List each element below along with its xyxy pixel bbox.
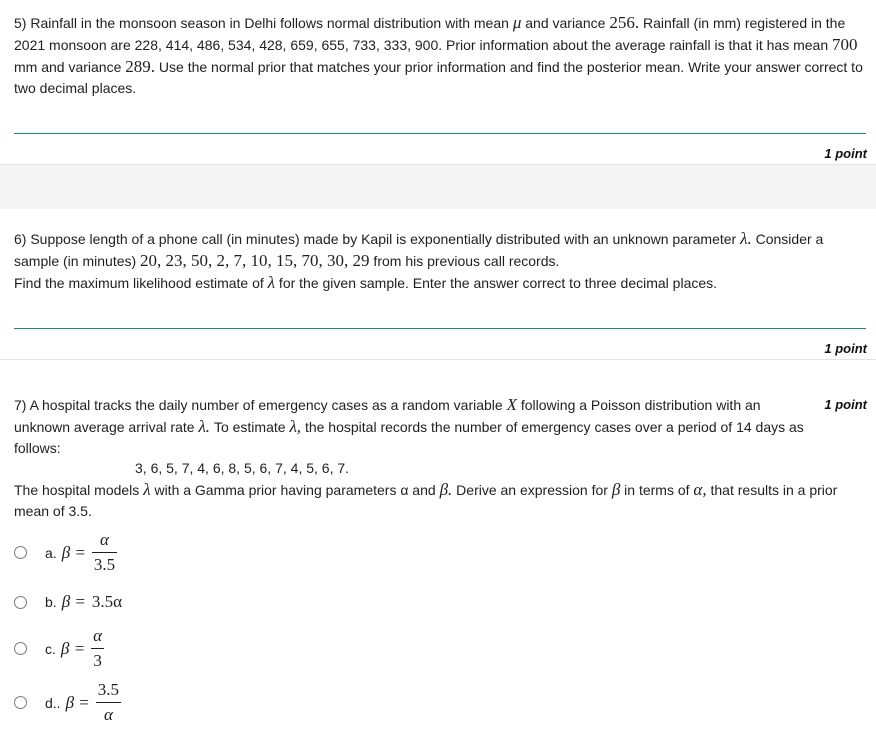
q7-data: 3, 6, 5, 7, 4, 6, 8, 5, 6, 7, 4, 5, 6, 7.: [135, 460, 350, 476]
q5-answer-input[interactable]: [14, 133, 866, 134]
radio-option-c[interactable]: [14, 642, 27, 655]
option-d[interactable]: d.. β = $\frac{3.5}{\alpha}$: [14, 680, 121, 725]
question-5-text: 5) Rainfall in the monsoon season in Delhi follows normal distribution with mean μ and variance 256. Rainfall (in mm) registered in the 2021 monsoon are 228, 414, 486, 534, 428, 659, 655, 733, 333, 900. Prior information about the average rainfall is that it has mean 700 mm and variance 289. Use the normal prior that matches your prior information and find the posterior mean. Write your answer correct to two decimal places.: [14, 13, 863, 96]
divider: [0, 359, 876, 360]
fraction: $\frac{\alpha}{3}$: [93, 626, 103, 670]
q6-points: 1 point: [824, 341, 867, 356]
option-c[interactable]: c. β = $\frac{\alpha}{3}$: [14, 626, 104, 671]
radio-option-b[interactable]: [14, 596, 27, 609]
radio-option-d[interactable]: [14, 696, 27, 709]
option-b[interactable]: b. β = 3.5α: [14, 592, 122, 612]
radio-option-a[interactable]: [14, 546, 27, 559]
q7-prompt: The hospital models λ with a Gamma prior having parameters α and β. Derive an expression for β in terms of α, that results in a prior mean of 3.5.: [14, 480, 838, 519]
section-gap: [0, 165, 876, 209]
q7-points: 1 point: [824, 397, 867, 412]
option-a[interactable]: a. β = $\frac{\alpha}{3.5}$: [14, 530, 117, 575]
fraction: $\frac{\alpha}{3.5}$: [93, 530, 116, 574]
question-7-text: 7) A hospital tracks the daily number of emergency cases as a random variable X following a Poisson distribution with an unknown average arrival rate λ. To estimate λ, the hospital records the number of emergency cases over a period of 14 days as follows:: [14, 395, 804, 456]
q6-answer-input[interactable]: [14, 328, 866, 329]
question-6-text: 6) Suppose length of a phone call (in minutes) made by Kapil is exponentially distributed with an unknown parameter λ. Consider a sample (in minutes) 20, 23, 50, 2, 7, 10, 15, 70, 30, 29 from his previous call records. Find the maximum likelihood estimate of λ for the given sample. Enter the answer correct to three decimal places.: [14, 229, 824, 292]
q5-points: 1 point: [824, 146, 867, 161]
fraction: $\frac{3.5}{\alpha}$: [97, 680, 120, 724]
